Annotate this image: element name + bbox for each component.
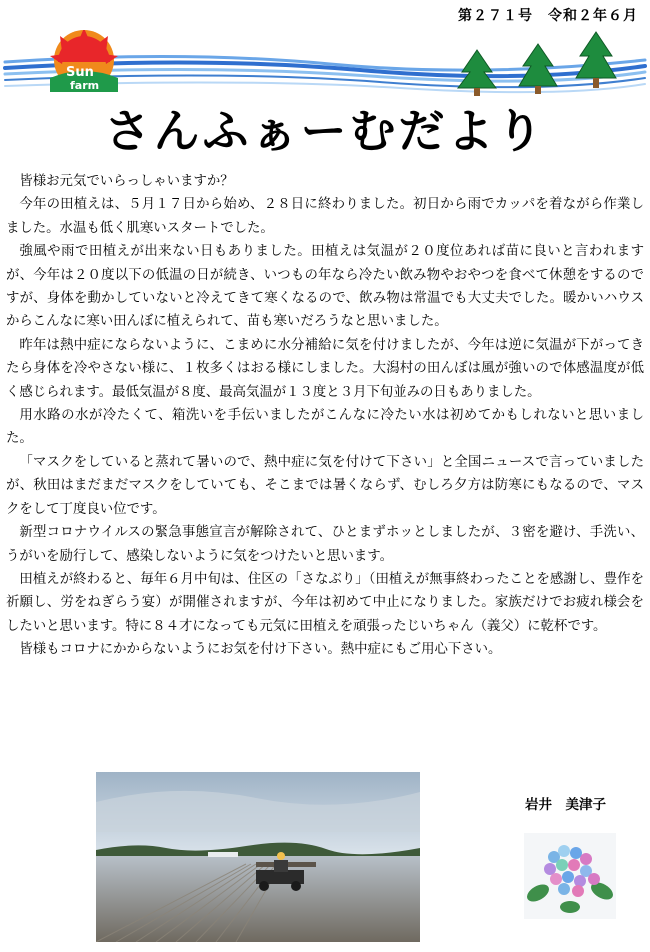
paragraph: 皆様もコロナにかからないようにお気を付け下さい。熱中症にもご用心下さい。: [19, 642, 502, 658]
paragraph: 強風や雨で田植えが出来ない日もありました。田植えは気温が２０度位あれば苗に良いと言われますが、今年は２０度以下の低温の日が続き、いつもの年なら冷たい飲み物やおやつを食べて休憩をするのですが、身体を動かしていないと冷えてきて寒くなるので、飲み物は常温でも大丈夫でした。暖かいハウスからこんなに寒い田んぼに植えられて、苗も寒いだろうなと思いました。: [6, 244, 644, 330]
pine-trees: [458, 32, 616, 96]
article-body: [6, 170, 644, 662]
header-banner: [0, 30, 650, 105]
paragraph: 昨年は熱中症にならないように、こまめに水分補給に気を付けましたが、今年は逆に気温が下がってきたら身体を冷やさない様に、１枚多くはおる様にしました。大潟村の田んぼは風が強いので体感温度が低く感じられます。最低気温が８度、最高気温が１３度と３月下旬並みの日もありました。: [6, 337, 644, 400]
hydrangea-illustration: [524, 833, 616, 919]
logo-text-sun: Sun: [66, 65, 94, 80]
sun-farm-logo: [50, 30, 118, 92]
paragraph: 皆様お元気でいらっしゃいますか？: [19, 174, 234, 189]
paragraph: 用水路の水が冷たくて、箱洗いを手伝いましたがこんなに冷たい水は初めてかもしれないと思いました。: [6, 408, 644, 447]
issue-number: 第２７１号 令和２年６月: [458, 8, 638, 24]
newsletter-title: さんふぁーむだより: [104, 104, 546, 158]
logo-text-farm: farm: [70, 79, 100, 92]
paragraph: 今年の田植えは、５月１７日から始め、２８日に終わりました。初日から雨でカッパを着ながら作業しました。水温も低く肌寒いスタートでした。: [6, 197, 644, 236]
paragraph: 田植えが終わると、毎年６月中旬は、住区の「さなぶり」（田植えが無事終わったことを感謝し、豊作を祈願し、労をねぎらう宴）が開催されますが、今年は初めて中止になりました。家族だけでお疲れ様会をしたいと思います。特に８４才になっても元気に田植えを頑張ったじいちゃん（義父）に乾杯です。: [6, 571, 644, 634]
paragraph: 「マスクをしていると蒸れて暑いので、熱中症に気を付けて下さい」と全国ニュースで言っていましたが、秋田はまだまだマスクをしていても、そこまでは暑くならず、むしろ夕方は防寒にもなるので、マスクをして丁度良い位です。: [6, 454, 644, 517]
paragraph: 新型コロナウイルスの緊急事態宣言が解除されて、ひとまずホッとしましたが、３密を避け、手洗い、うがいを励行して、感染しないように気をつけたいと思います。: [6, 525, 644, 564]
author-name: 岩井 美津子: [525, 797, 606, 813]
rice-field-photo: [96, 772, 420, 942]
